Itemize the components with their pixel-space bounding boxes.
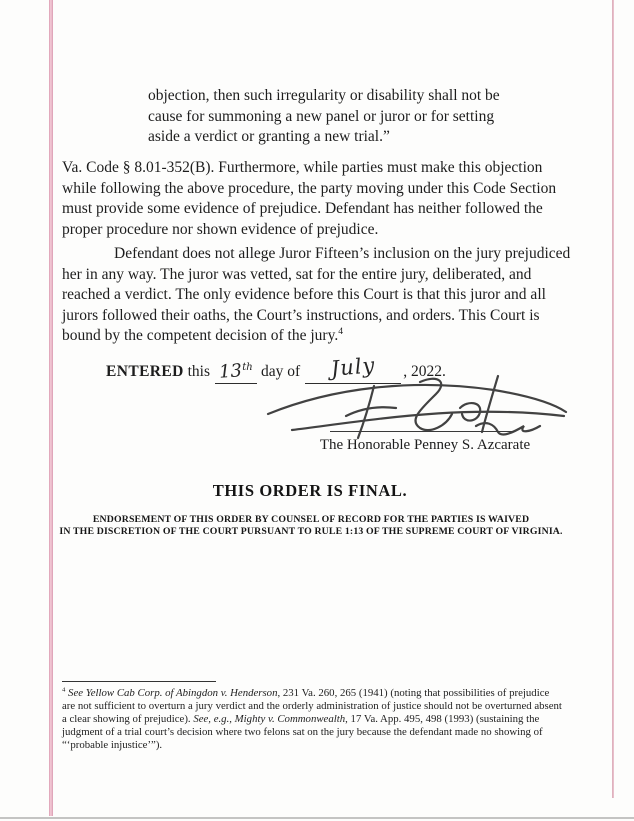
endorsement-waiver-notice: [0, 514, 622, 537]
text-line: a clear showing of prejudice). See, e.g., Mighty v. Commonwealth, 17 Va. App. 495, 498 (1993) (sustaining the: [62, 713, 540, 726]
handwritten-month: July: [329, 353, 377, 382]
text-line: must provide some evidence of prejudice. Defendant has neither followed the: [62, 200, 543, 217]
right-margin-line: [612, 0, 614, 798]
bottom-scan-edge: [0, 817, 634, 819]
text-line: jurors followed their oaths, the Court’s instructions, and orders. This Court is: [62, 306, 540, 324]
text-line: objection, then such irregularity or disability shall not be: [148, 87, 500, 104]
text-line: “‘probable injustice’”).: [62, 739, 163, 752]
handwritten-day: 13: [218, 360, 243, 383]
text-line: Va. Code § 8.01-352(B). Furthermore, while parties must make this objection: [62, 159, 543, 176]
text-line: proper procedure nor shown evidence of prejudice.: [62, 220, 379, 238]
handwritten-day-suffix: th: [242, 362, 253, 373]
left-margin-line: [49, 0, 53, 816]
text-line: IN THE DISCRETION OF THE COURT PURSUANT TO RULE 1:13 OF THE SUPREME COURT OF VIRGINIA.: [59, 525, 563, 537]
text-line: while following the above procedure, the party moving under this Code Section: [62, 179, 557, 197]
paragraph-statute-discussion: [62, 158, 556, 240]
year-text: , 2022.: [403, 363, 446, 381]
text-line: $^4$ See Yellow Cab Corp. of Abingdon v. Henderson, 231 Va. 260, 265 (1941) (noting that possibilities of prejudice: [62, 686, 550, 699]
entered-label: ENTERED: [106, 363, 184, 381]
handwritten-day-blank: [215, 357, 257, 384]
order-final-heading: THIS ORDER IS FINAL.: [212, 481, 408, 500]
text-line: aside a verdict or granting a new trial.”: [148, 128, 390, 145]
judge-signature-ink: [262, 368, 572, 448]
text-line: judgment of a trial court’s decision where two felons sat on the jury because the defendant made no showing of: [62, 726, 543, 739]
text-line: her in any way. The juror was vetted, sat for the entire jury, deliberated, and: [62, 265, 532, 283]
text-line: are not sufficient to overturn a jury verdict and the orderly administration of justice should not be overturned absent: [62, 700, 562, 713]
text-line: bound by the competent decision of the jury.$^4$: [62, 325, 344, 344]
footnote-4: [62, 687, 572, 752]
text-line: cause for summoning a new panel or juror or for setting: [148, 107, 495, 125]
footnote-separator: [62, 681, 216, 682]
text-line: reached a verdict. The only evidence before this Court is that this juror and all: [62, 286, 546, 303]
text-line: Defendant does not allege Juror Fifteen’s inclusion on the jury prejudiced: [114, 245, 571, 262]
judge-name: The Honorable Penney S. Azcarate: [319, 437, 531, 453]
day-of-label: day of: [261, 363, 301, 381]
signature-rule-line: [330, 431, 514, 432]
text-line: ENDORSEMENT OF THIS ORDER BY COUNSEL OF RECORD FOR THE PARTIES IS WAIVED: [92, 514, 530, 525]
this-label: this: [187, 363, 211, 381]
paragraph-juror-discussion: [62, 244, 570, 347]
statute-blockquote: [148, 86, 500, 148]
